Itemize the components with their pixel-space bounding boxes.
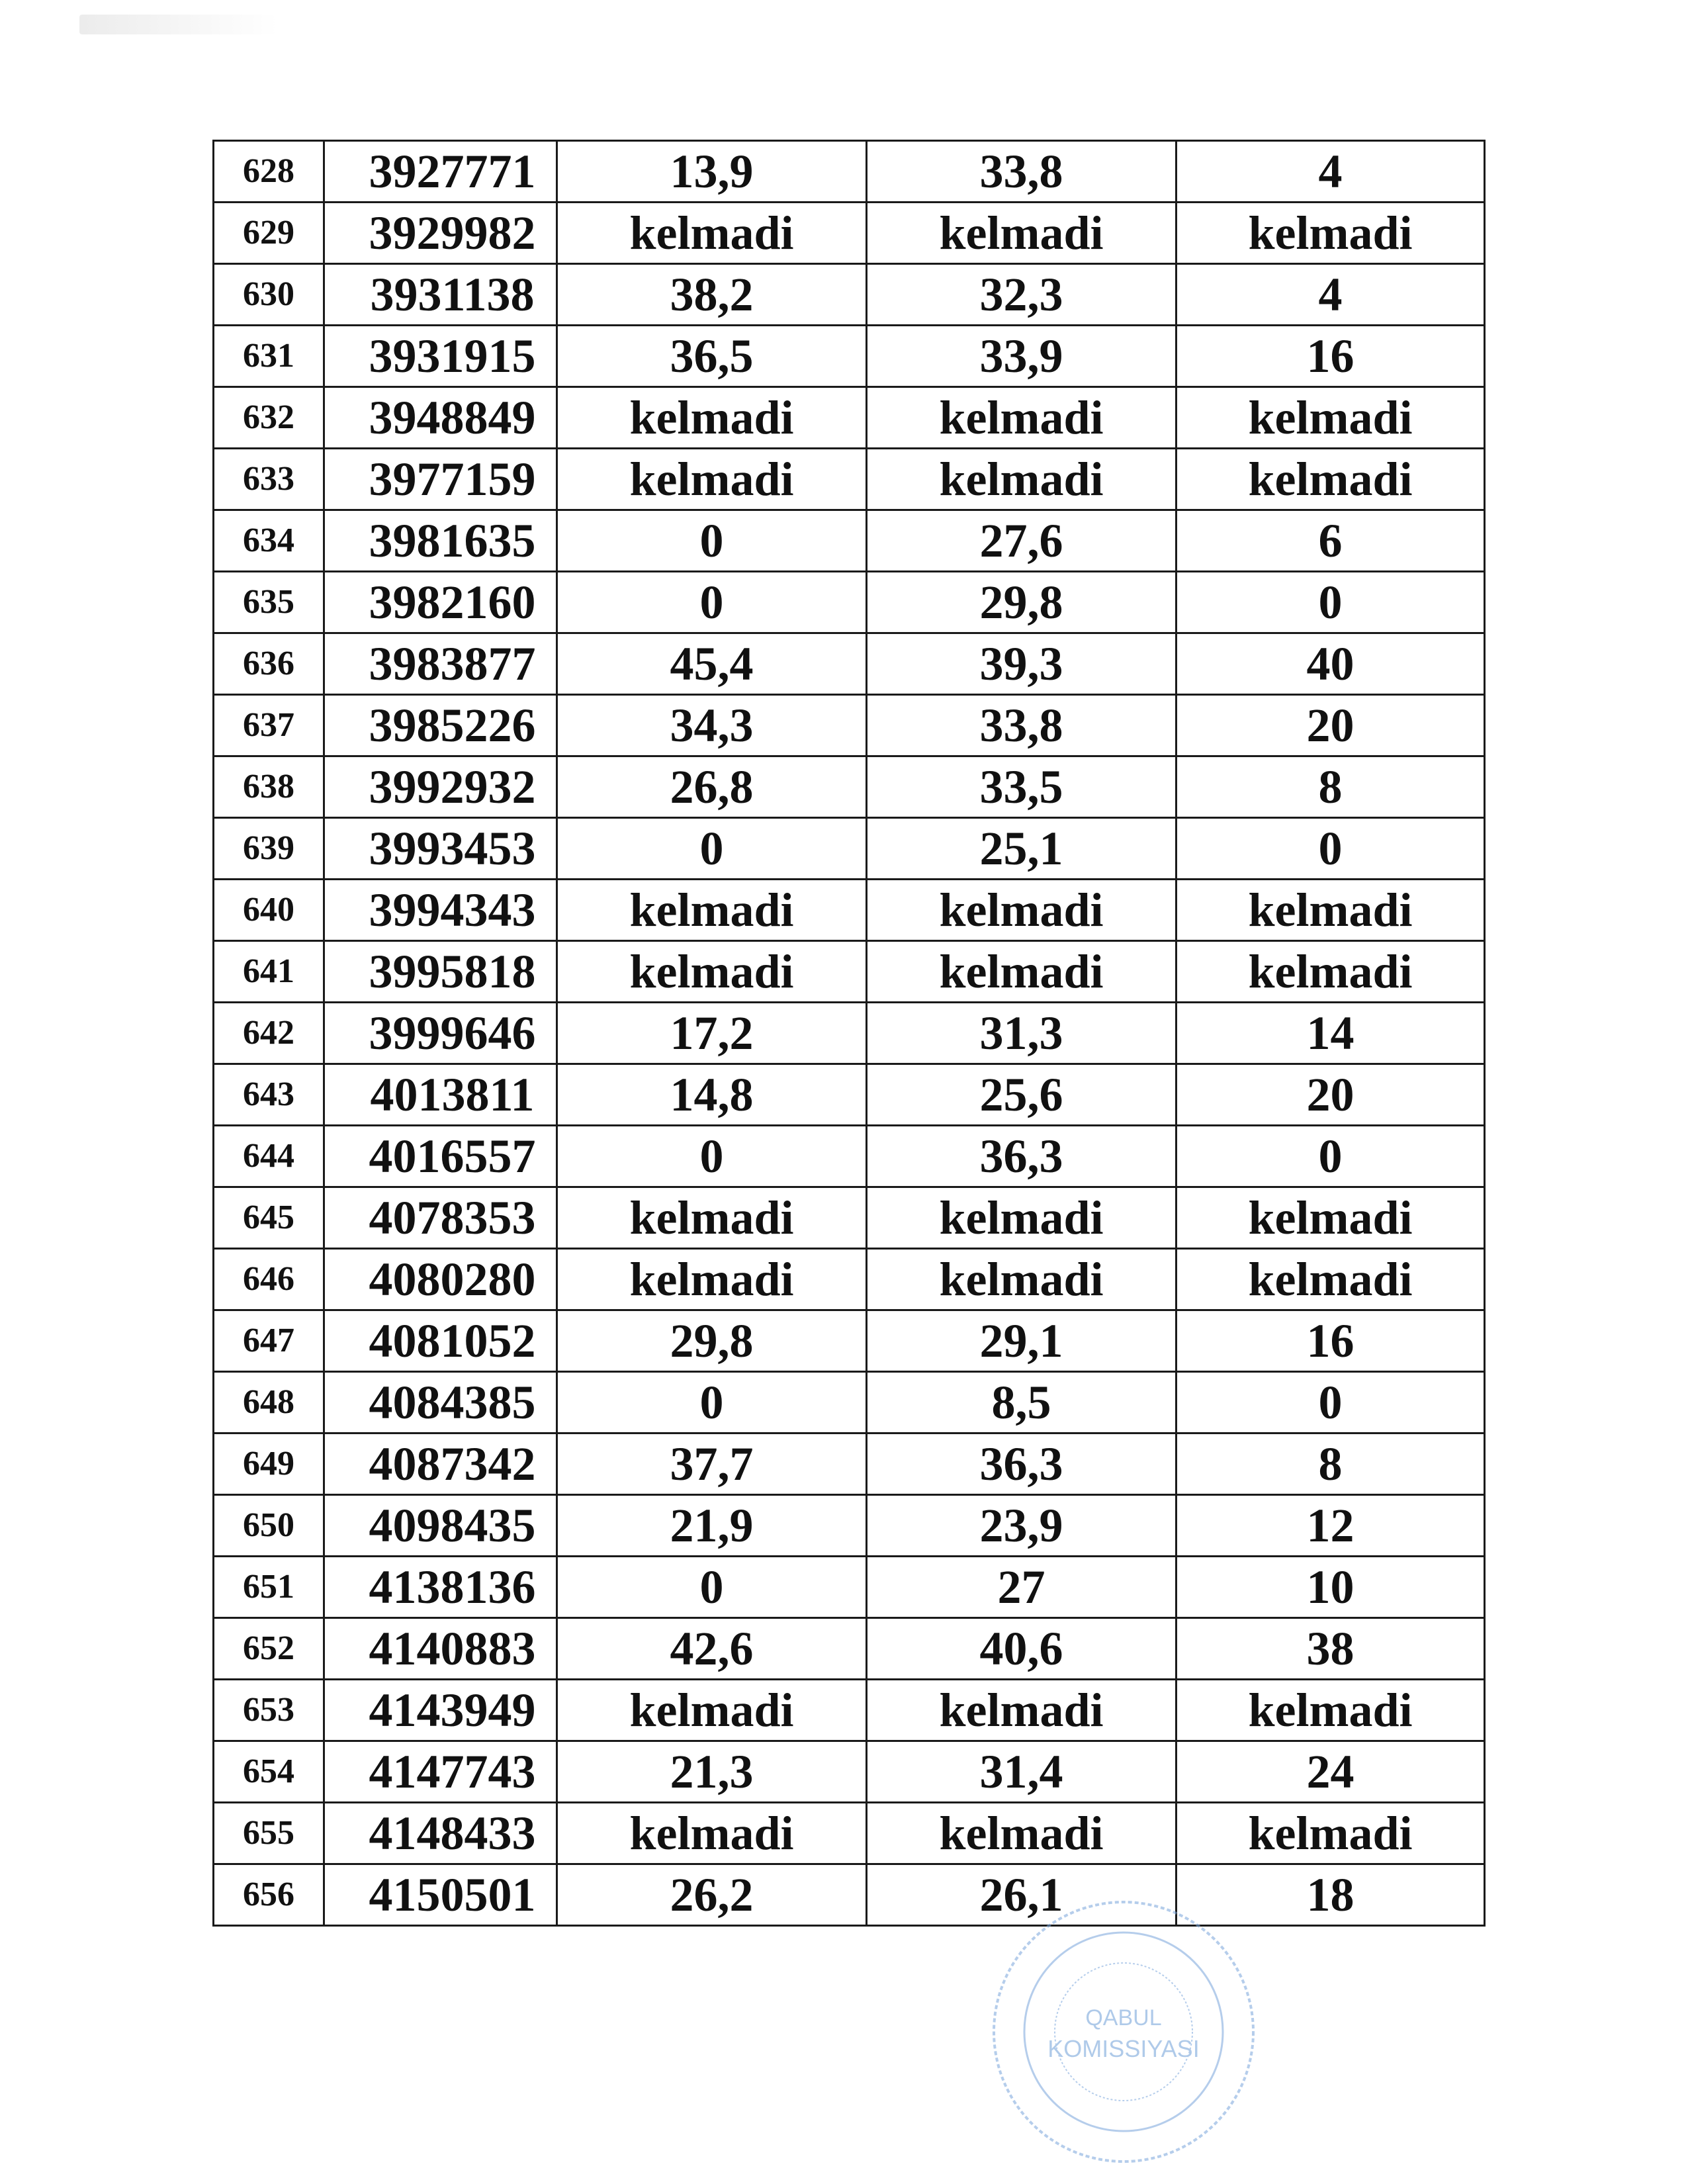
score-b-cell: 31,3 — [867, 1003, 1177, 1064]
candidate-id-cell: 3982160 — [324, 572, 557, 633]
score-c-cell: kelmadi — [1177, 387, 1485, 449]
candidate-id-cell: 4084385 — [324, 1372, 557, 1433]
row-number-cell: 648 — [214, 1372, 324, 1433]
score-c-cell: 16 — [1177, 326, 1485, 387]
candidate-id-cell: 3993453 — [324, 818, 557, 880]
score-b-cell: kelmadi — [867, 1680, 1177, 1741]
candidate-id-cell: 4078353 — [324, 1187, 557, 1249]
score-c-cell: 8 — [1177, 756, 1485, 818]
stamp-line-2: KOMISSIYASI — [1047, 2035, 1200, 2062]
candidate-id-cell: 4081052 — [324, 1310, 557, 1372]
table-row — [214, 1433, 1485, 1495]
table-row — [214, 756, 1485, 818]
score-b-cell: 27,6 — [867, 510, 1177, 572]
score-c-cell: 20 — [1177, 695, 1485, 756]
table-row — [214, 1741, 1485, 1803]
row-number-cell: 650 — [214, 1495, 324, 1557]
candidate-id-cell: 3992932 — [324, 756, 557, 818]
score-b-cell: kelmadi — [867, 1803, 1177, 1864]
score-b-cell: kelmadi — [867, 880, 1177, 941]
score-a-cell: kelmadi — [557, 449, 867, 510]
table-row — [214, 1003, 1485, 1064]
row-number-cell: 634 — [214, 510, 324, 572]
stamp-line-1: QABUL — [1085, 2005, 1162, 2030]
table-row — [214, 941, 1485, 1003]
row-number-cell: 642 — [214, 1003, 324, 1064]
candidate-id-cell: 3983877 — [324, 633, 557, 695]
score-c-cell: 24 — [1177, 1741, 1485, 1803]
row-number-cell: 647 — [214, 1310, 324, 1372]
table-row — [214, 1372, 1485, 1433]
score-c-cell: kelmadi — [1177, 203, 1485, 264]
score-a-cell: 0 — [557, 818, 867, 880]
score-c-cell: 12 — [1177, 1495, 1485, 1557]
row-number-cell: 638 — [214, 756, 324, 818]
candidate-id-cell: 3931138 — [324, 264, 557, 326]
table-row — [214, 818, 1485, 880]
candidate-id-cell: 3999646 — [324, 1003, 557, 1064]
row-number-cell: 653 — [214, 1680, 324, 1741]
row-number-cell: 629 — [214, 203, 324, 264]
table-row — [214, 264, 1485, 326]
score-a-cell: kelmadi — [557, 1680, 867, 1741]
score-b-cell: 33,8 — [867, 695, 1177, 756]
row-number-cell: 641 — [214, 941, 324, 1003]
score-a-cell: 0 — [557, 1372, 867, 1433]
score-c-cell: 38 — [1177, 1618, 1485, 1680]
score-a-cell: 26,8 — [557, 756, 867, 818]
table-row — [214, 1557, 1485, 1618]
candidate-id-cell: 3927771 — [324, 141, 557, 203]
score-b-cell: 36,3 — [867, 1433, 1177, 1495]
score-b-cell: 29,1 — [867, 1310, 1177, 1372]
score-a-cell: kelmadi — [557, 880, 867, 941]
score-b-cell: 31,4 — [867, 1741, 1177, 1803]
score-a-cell: 17,2 — [557, 1003, 867, 1064]
row-number-cell: 652 — [214, 1618, 324, 1680]
score-b-cell: kelmadi — [867, 941, 1177, 1003]
scan-smudge — [79, 15, 278, 34]
score-c-cell: 4 — [1177, 141, 1485, 203]
row-number-cell: 645 — [214, 1187, 324, 1249]
candidate-id-cell: 3931915 — [324, 326, 557, 387]
score-a-cell: 0 — [557, 572, 867, 633]
score-a-cell: kelmadi — [557, 1187, 867, 1249]
table-row — [214, 141, 1485, 203]
row-number-cell: 633 — [214, 449, 324, 510]
score-b-cell: kelmadi — [867, 387, 1177, 449]
table-row — [214, 1495, 1485, 1557]
table-row — [214, 695, 1485, 756]
score-c-cell: 4 — [1177, 264, 1485, 326]
row-number-cell: 654 — [214, 1741, 324, 1803]
score-c-cell: kelmadi — [1177, 449, 1485, 510]
table-row — [214, 880, 1485, 941]
row-number-cell: 636 — [214, 633, 324, 695]
score-a-cell: 38,2 — [557, 264, 867, 326]
row-number-cell: 639 — [214, 818, 324, 880]
table-row — [214, 1126, 1485, 1187]
candidate-id-cell: 3977159 — [324, 449, 557, 510]
score-a-cell: kelmadi — [557, 1803, 867, 1864]
row-number-cell: 655 — [214, 1803, 324, 1864]
candidate-id-cell: 4013811 — [324, 1064, 557, 1126]
candidate-id-cell: 4080280 — [324, 1249, 557, 1310]
table-row — [214, 1618, 1485, 1680]
score-b-cell: 27 — [867, 1557, 1177, 1618]
candidate-id-cell: 4143949 — [324, 1680, 557, 1741]
table-row — [214, 1187, 1485, 1249]
row-number-cell: 632 — [214, 387, 324, 449]
table-row — [214, 203, 1485, 264]
candidate-id-cell: 4016557 — [324, 1126, 557, 1187]
table-row — [214, 1803, 1485, 1864]
candidate-id-cell: 3985226 — [324, 695, 557, 756]
table-row — [214, 1249, 1485, 1310]
score-a-cell: 13,9 — [557, 141, 867, 203]
score-c-cell: 20 — [1177, 1064, 1485, 1126]
score-b-cell: 23,9 — [867, 1495, 1177, 1557]
score-b-cell: 40,6 — [867, 1618, 1177, 1680]
score-a-cell: 42,6 — [557, 1618, 867, 1680]
results-table-body — [214, 141, 1485, 1926]
score-a-cell: 26,2 — [557, 1864, 867, 1926]
score-c-cell: kelmadi — [1177, 941, 1485, 1003]
results-table — [212, 140, 1486, 1927]
table-row — [214, 1064, 1485, 1126]
candidate-id-cell: 4147743 — [324, 1741, 557, 1803]
score-b-cell: 33,5 — [867, 756, 1177, 818]
score-c-cell: 6 — [1177, 510, 1485, 572]
candidate-id-cell: 4148433 — [324, 1803, 557, 1864]
score-b-cell: 29,8 — [867, 572, 1177, 633]
row-number-cell: 649 — [214, 1433, 324, 1495]
score-b-cell: kelmadi — [867, 449, 1177, 510]
score-c-cell: kelmadi — [1177, 1249, 1485, 1310]
score-a-cell: kelmadi — [557, 1249, 867, 1310]
score-b-cell: 26,1 — [867, 1864, 1177, 1926]
row-number-cell: 637 — [214, 695, 324, 756]
table-row — [214, 1680, 1485, 1741]
candidate-id-cell: 3994343 — [324, 880, 557, 941]
score-c-cell: kelmadi — [1177, 1187, 1485, 1249]
score-a-cell: 0 — [557, 1557, 867, 1618]
score-a-cell: 0 — [557, 510, 867, 572]
candidate-id-cell: 4140883 — [324, 1618, 557, 1680]
row-number-cell: 630 — [214, 264, 324, 326]
score-a-cell: 29,8 — [557, 1310, 867, 1372]
score-c-cell: 10 — [1177, 1557, 1485, 1618]
candidate-id-cell: 3995818 — [324, 941, 557, 1003]
score-c-cell: 0 — [1177, 818, 1485, 880]
score-c-cell: kelmadi — [1177, 1680, 1485, 1741]
table-row — [214, 1310, 1485, 1372]
score-b-cell: 8,5 — [867, 1372, 1177, 1433]
score-a-cell: 14,8 — [557, 1064, 867, 1126]
candidate-id-cell: 4087342 — [324, 1433, 557, 1495]
score-a-cell: 0 — [557, 1126, 867, 1187]
row-number-cell: 643 — [214, 1064, 324, 1126]
table-row — [214, 387, 1485, 449]
candidate-id-cell: 4098435 — [324, 1495, 557, 1557]
row-number-cell: 628 — [214, 141, 324, 203]
score-c-cell: 18 — [1177, 1864, 1485, 1926]
row-number-cell: 635 — [214, 572, 324, 633]
score-b-cell: kelmadi — [867, 1187, 1177, 1249]
score-a-cell: 45,4 — [557, 633, 867, 695]
score-a-cell: kelmadi — [557, 387, 867, 449]
row-number-cell: 646 — [214, 1249, 324, 1310]
score-b-cell: 33,8 — [867, 141, 1177, 203]
score-c-cell: 0 — [1177, 1372, 1485, 1433]
candidate-id-cell: 4150501 — [324, 1864, 557, 1926]
score-b-cell: 36,3 — [867, 1126, 1177, 1187]
score-a-cell: 36,5 — [557, 326, 867, 387]
score-a-cell: 21,3 — [557, 1741, 867, 1803]
score-b-cell: kelmadi — [867, 203, 1177, 264]
score-a-cell: 34,3 — [557, 695, 867, 756]
row-number-cell: 631 — [214, 326, 324, 387]
table-row — [214, 572, 1485, 633]
score-b-cell: 33,9 — [867, 326, 1177, 387]
score-b-cell: 32,3 — [867, 264, 1177, 326]
table-row — [214, 449, 1485, 510]
candidate-id-cell: 3948849 — [324, 387, 557, 449]
score-b-cell: 39,3 — [867, 633, 1177, 695]
row-number-cell: 640 — [214, 880, 324, 941]
score-a-cell: 37,7 — [557, 1433, 867, 1495]
score-c-cell: 14 — [1177, 1003, 1485, 1064]
candidate-id-cell: 3929982 — [324, 203, 557, 264]
score-c-cell: 8 — [1177, 1433, 1485, 1495]
score-a-cell: kelmadi — [557, 941, 867, 1003]
score-c-cell: kelmadi — [1177, 880, 1485, 941]
table-row — [214, 1864, 1485, 1926]
row-number-cell: 656 — [214, 1864, 324, 1926]
table-row — [214, 326, 1485, 387]
score-b-cell: 25,1 — [867, 818, 1177, 880]
score-a-cell: 21,9 — [557, 1495, 867, 1557]
score-b-cell: kelmadi — [867, 1249, 1177, 1310]
score-c-cell: 16 — [1177, 1310, 1485, 1372]
official-stamp — [985, 1893, 1263, 2171]
row-number-cell: 644 — [214, 1126, 324, 1187]
score-c-cell: 0 — [1177, 572, 1485, 633]
table-row — [214, 633, 1485, 695]
score-a-cell: kelmadi — [557, 203, 867, 264]
score-c-cell: 0 — [1177, 1126, 1485, 1187]
table-row — [214, 510, 1485, 572]
score-b-cell: 25,6 — [867, 1064, 1177, 1126]
candidate-id-cell: 3981635 — [324, 510, 557, 572]
score-c-cell: kelmadi — [1177, 1803, 1485, 1864]
row-number-cell: 651 — [214, 1557, 324, 1618]
candidate-id-cell: 4138136 — [324, 1557, 557, 1618]
score-c-cell: 40 — [1177, 633, 1485, 695]
